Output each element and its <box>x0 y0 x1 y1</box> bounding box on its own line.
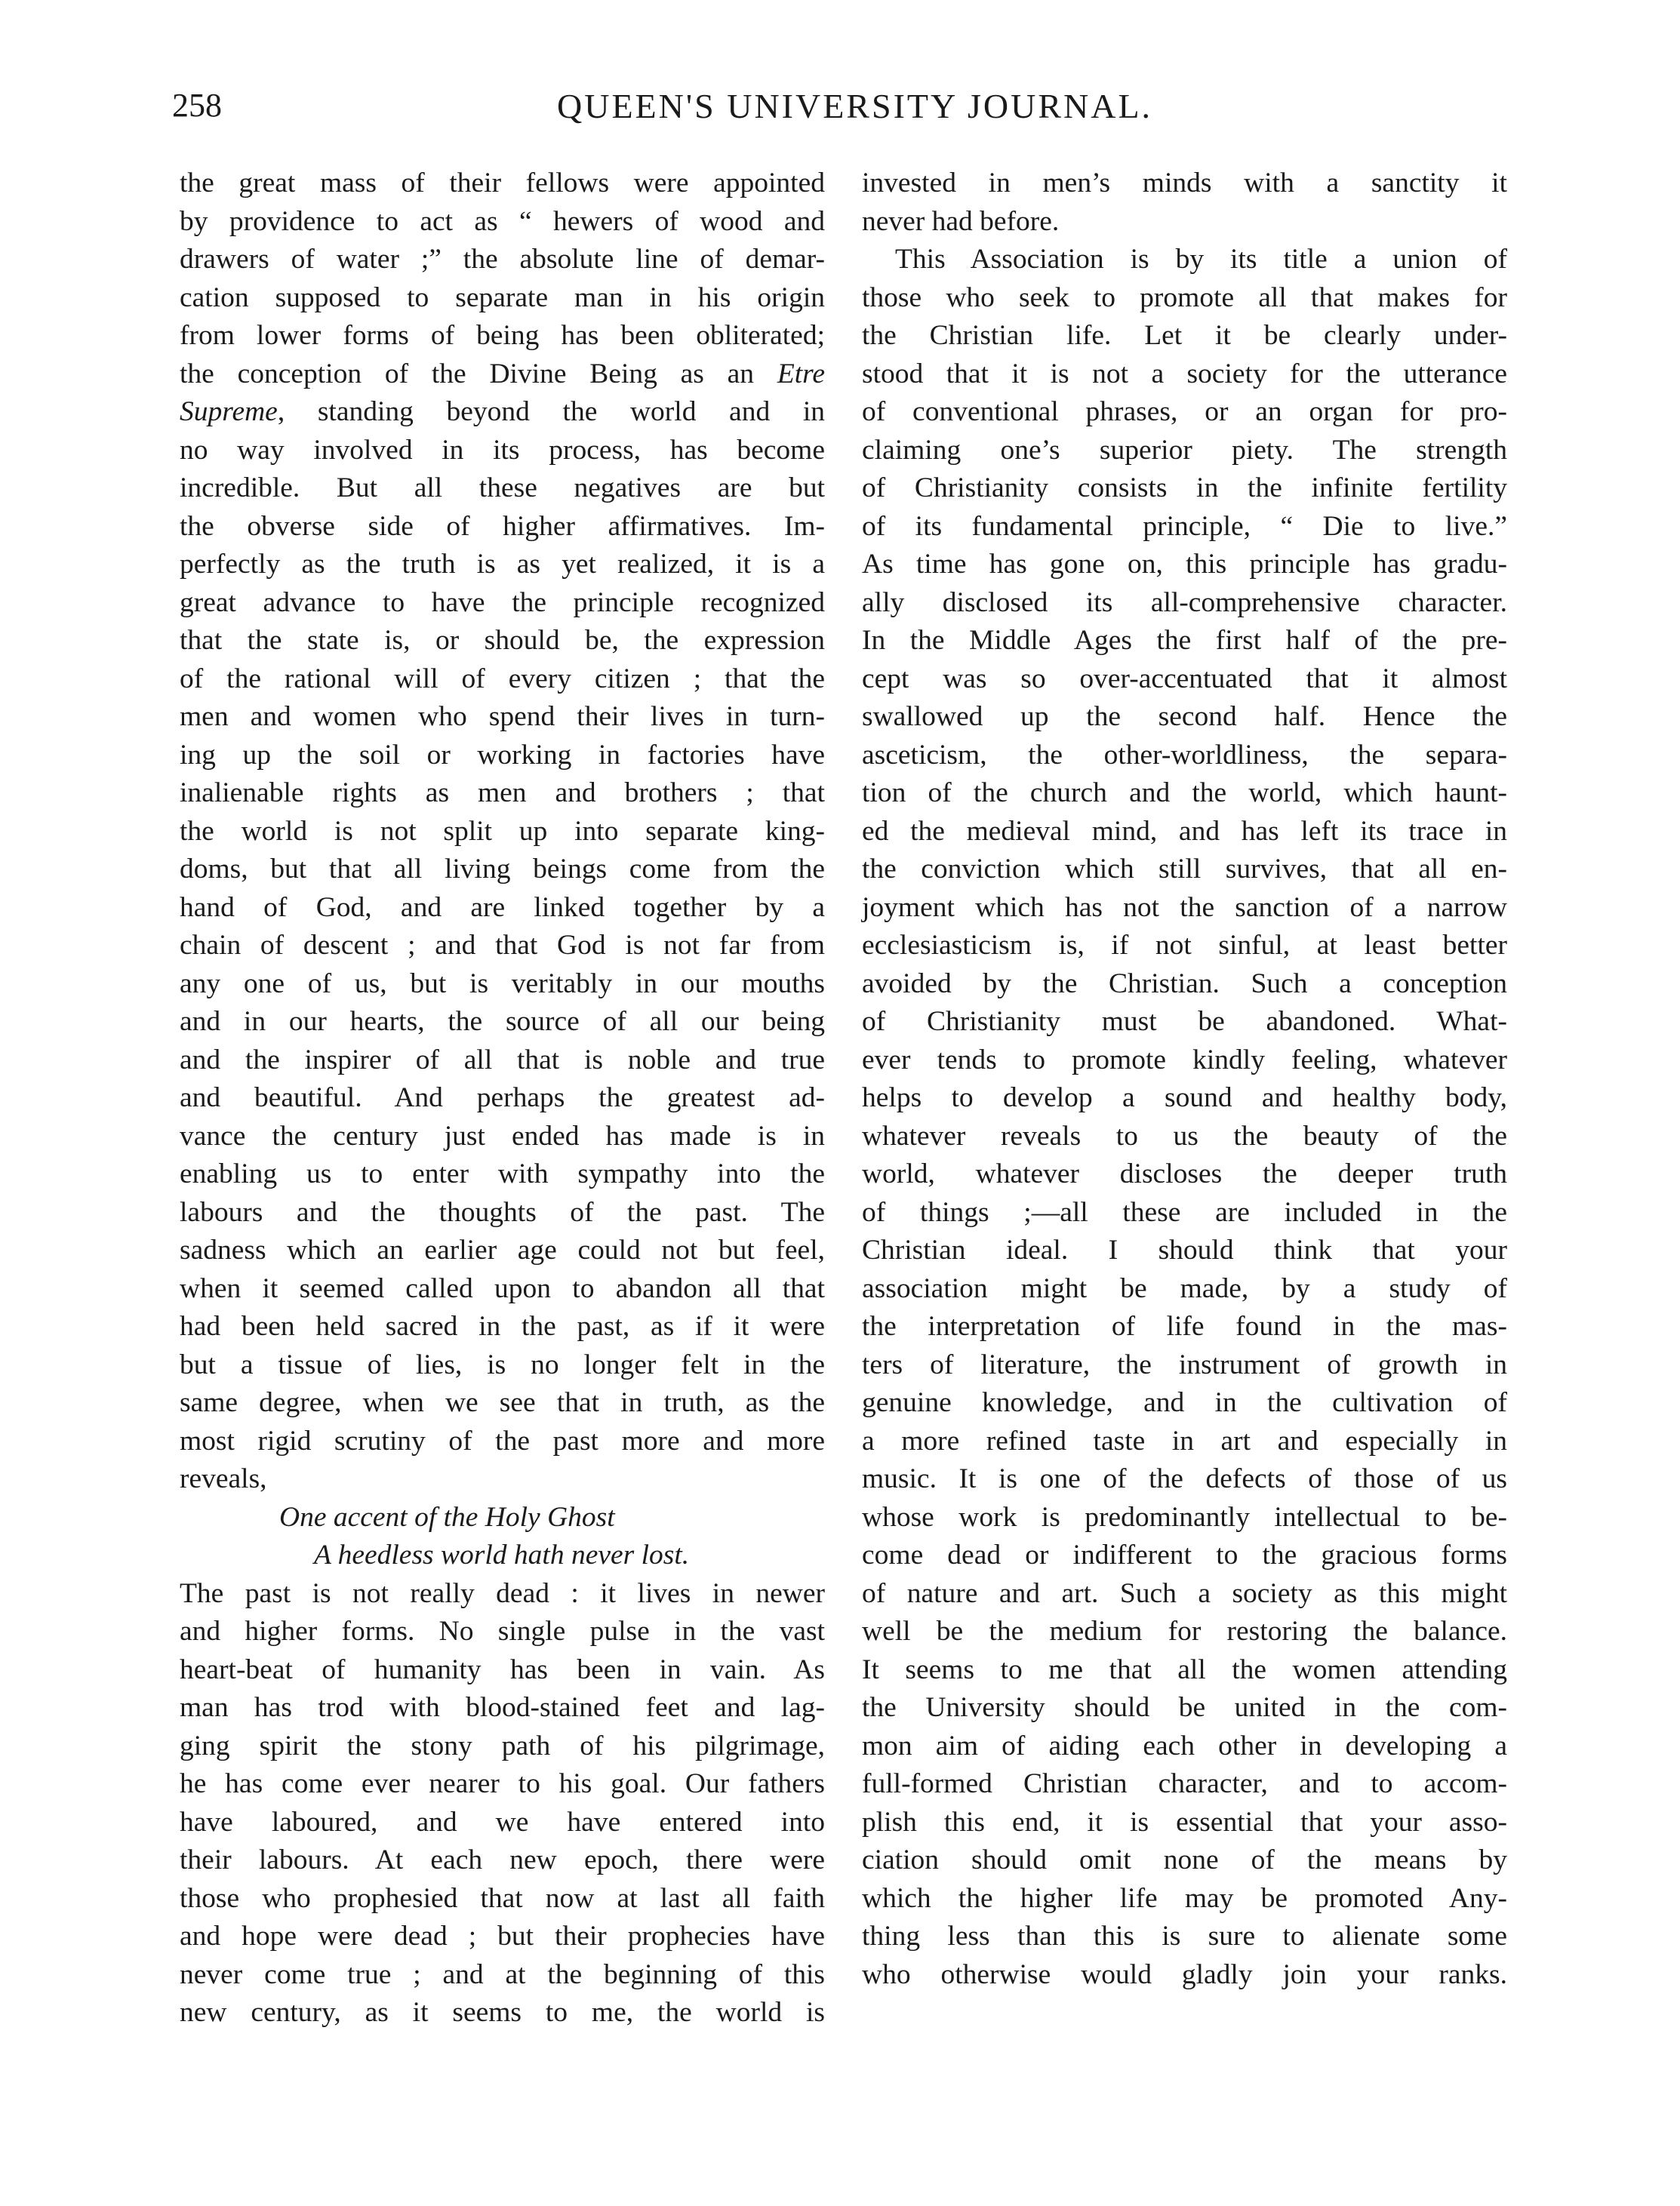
text-line: plish this end, it is essential that your asso- <box>862 1806 1507 1838</box>
text-line: those who prophesied that now at last all faith <box>180 1882 825 1914</box>
text-line: the interpretation of life found in the mas- <box>862 1311 1507 1342</box>
text-line: their labours. At each new epoch, there were <box>180 1844 825 1875</box>
text-line <box>180 393 825 432</box>
text-line: he has come ever nearer to his goal. Our fathers <box>180 1768 825 1799</box>
running-title: QUEEN'S UNIVERSITY JOURNAL. <box>557 87 1153 125</box>
text-line: reveals, <box>180 1463 267 1494</box>
text-line: cept was so over-accentuated that it almost <box>862 663 1507 694</box>
text-line: sadness which an earlier age could not but feel, <box>180 1235 825 1266</box>
text-line: a more refined taste in art and especially in <box>862 1425 1507 1457</box>
verse-line: A heedless world hath never lost. <box>314 1540 690 1571</box>
text-line: swallowed up the second half. Hence the <box>862 701 1507 732</box>
text-line: and beautiful. And perhaps the greatest ad- <box>180 1082 825 1113</box>
text-line: world, whatever discloses the deeper truth <box>862 1158 1507 1189</box>
text-line: the world is not split up into separate king- <box>180 815 825 847</box>
text-line: labours and the thoughts of the past. The <box>180 1196 825 1228</box>
text-line: stood that it is not a society for the utterance <box>862 358 1507 389</box>
text-line: joyment which has not the sanction of a narrow <box>862 891 1507 923</box>
text-line: which the higher life may be promoted Any- <box>862 1882 1507 1914</box>
text-line: full-formed Christian character, and to accom- <box>862 1768 1507 1799</box>
right-column <box>862 165 1507 1994</box>
text-line: chain of descent ; and that God is not far from <box>180 930 825 961</box>
text-line: and hope were dead ; but their prophecies have <box>180 1921 825 1952</box>
text-line: same degree, when we see that in truth, as the <box>180 1387 825 1418</box>
text-line: perfectly as the truth is as yet realized, it is a <box>180 549 825 580</box>
text-line: inalienable rights as men and brothers ; that <box>180 777 825 808</box>
text-line: ed the medieval mind, and has left its trace in <box>862 815 1507 847</box>
text-line: the obverse side of higher affirmatives. Im- <box>180 510 825 542</box>
text-line: the University should be united in the com- <box>862 1692 1507 1723</box>
text-line: ever tends to promote kindly feeling, whatever <box>862 1044 1507 1075</box>
left-text-after-verse <box>180 1575 825 2032</box>
text-line: avoided by the Christian. Such a conception <box>862 968 1507 999</box>
text-line: by providence to act as “ hewers of wood and <box>180 205 825 237</box>
paragraph <box>862 241 1507 1994</box>
text-line: man has trod with blood-stained feet and lag- <box>180 1692 825 1723</box>
text-line: never had before. <box>862 205 1060 237</box>
text-line: ecclesiasticism is, if not sinful, at least better <box>862 930 1507 961</box>
text-line: who otherwise would gladly join your ranks. <box>862 1958 1507 1990</box>
text-line: the great mass of their fellows were appointed <box>180 168 825 198</box>
text-line: of conventional phrases, or an organ for pro- <box>862 396 1507 427</box>
text-line: come dead or indifferent to the gracious forms <box>862 1540 1507 1571</box>
text-line: helps to develop a sound and healthy body, <box>862 1082 1507 1113</box>
text-line: have laboured, and we have entered into <box>180 1806 825 1838</box>
text-line: well be the medium for restoring the balance. <box>862 1616 1507 1647</box>
page-number: 258 <box>172 87 222 124</box>
text-line: enabling us to enter with sympathy into the <box>180 1158 825 1189</box>
text-line: asceticism, the other-worldliness, the separa- <box>862 739 1507 771</box>
text-fragment: the conception of the Divine Being as an <box>180 358 777 389</box>
text-line <box>180 355 825 394</box>
text-line: ciation should omit none of the means by <box>862 1844 1507 1875</box>
left-text-before-verse <box>180 165 825 1499</box>
text-line: Christian ideal. I should think that your <box>862 1235 1507 1266</box>
text-line: It seems to me that all the women attending <box>862 1654 1507 1685</box>
text-line: ging spirit the stony path of his pilgrimage, <box>180 1730 825 1761</box>
text-line: genuine knowledge, and in the cultivation of <box>862 1387 1507 1418</box>
text-line: of nature and art. Such a society as this might <box>862 1577 1507 1609</box>
text-line: of its fundamental principle, “ Die to live.” <box>862 510 1507 542</box>
text-line: mon aim of aiding each other in developing a <box>862 1730 1507 1761</box>
text-line: from lower forms of being has been obliterated; <box>180 320 825 351</box>
italic-term: Etre <box>777 358 825 389</box>
text-line: whatever reveals to us the beauty of the <box>862 1120 1507 1152</box>
text-line: great advance to have the principle recognized <box>180 586 825 618</box>
text-line: music. It is one of the defects of those of us <box>862 1463 1507 1494</box>
verse-line: One accent of the Holy Ghost <box>279 1501 615 1533</box>
text-line: cation supposed to separate man in his origin <box>180 282 825 313</box>
text-line: of Christianity must be abandoned. What- <box>862 1006 1507 1037</box>
text-line: of the rational will of every citizen ; that the <box>180 663 825 694</box>
text-line: invested in men’s minds with a sanctity it <box>862 168 1507 198</box>
text-line: the Christian life. Let it be clearly under- <box>862 320 1507 351</box>
text-line: those who seek to promote all that makes for <box>862 282 1507 313</box>
text-line: ters of literature, the instrument of growth in <box>862 1349 1507 1380</box>
text-line: that the state is, or should be, the expression <box>180 625 825 656</box>
text-line: and in our hearts, the source of all our being <box>180 1006 825 1037</box>
text-fragment: , standing beyond the world and in <box>277 396 825 427</box>
text-line: and the inspirer of all that is noble and true <box>180 1044 825 1075</box>
text-line: had been held sacred in the past, as if it were <box>180 1311 825 1342</box>
text-line: claiming one’s superior piety. The strength <box>862 434 1507 466</box>
text-line: when it seemed called upon to abandon all that <box>180 1272 825 1304</box>
text-line: men and women who spend their lives in turn- <box>180 701 825 732</box>
text-line: tion of the church and the world, which haunt- <box>862 777 1507 808</box>
text-line: and higher forms. No single pulse in the vast <box>180 1616 825 1647</box>
text-line: In the Middle Ages the first half of the pre- <box>862 625 1507 656</box>
text-line: association might be made, by a study of <box>862 1272 1507 1304</box>
text-line: vance the century just ended has made is in <box>180 1120 825 1152</box>
text-line: the conviction which still survives, that all en- <box>862 854 1507 885</box>
verse-quotation <box>180 1499 825 1575</box>
text-line: but a tissue of lies, is no longer felt in the <box>180 1349 825 1380</box>
text-line: any one of us, but is veritably in our mouths <box>180 968 825 999</box>
text-line: never come true ; and at the beginning of this <box>180 1958 825 1990</box>
text-line: incredible. But all these negatives are but <box>180 472 825 503</box>
text-line: most rigid scrutiny of the past more and more <box>180 1425 825 1457</box>
text-line: heart-beat of humanity has been in vain. As <box>180 1654 825 1685</box>
text-line: The past is not really dead : it lives in newer <box>180 1577 825 1609</box>
paragraph <box>862 165 1507 241</box>
text-line: ally disclosed its all-comprehensive character. <box>862 586 1507 618</box>
text-line: ing up the soil or working in factories have <box>180 739 825 771</box>
left-column <box>180 165 825 2032</box>
text-line: whose work is predominantly intellectual to be- <box>862 1501 1507 1533</box>
text-line: doms, but that all living beings come from the <box>180 854 825 885</box>
text-line: no way involved in its process, has become <box>180 434 825 466</box>
text-line: As time has gone on, this principle has gradu- <box>862 549 1507 580</box>
text-line: hand of God, and are linked together by a <box>180 891 825 923</box>
text-line: of Christianity consists in the infinite fertility <box>862 472 1507 503</box>
text-line: drawers of water ;” the absolute line of demar- <box>180 244 825 275</box>
italic-term: Supreme <box>180 396 278 427</box>
text-line: new century, as it seems to me, the world is <box>180 1997 825 2028</box>
text-line: thing less than this is sure to alienate some <box>862 1921 1507 1952</box>
text-line: of things ;—all these are included in the <box>862 1196 1507 1228</box>
text-line: This Association is by its title a union of <box>895 244 1507 275</box>
